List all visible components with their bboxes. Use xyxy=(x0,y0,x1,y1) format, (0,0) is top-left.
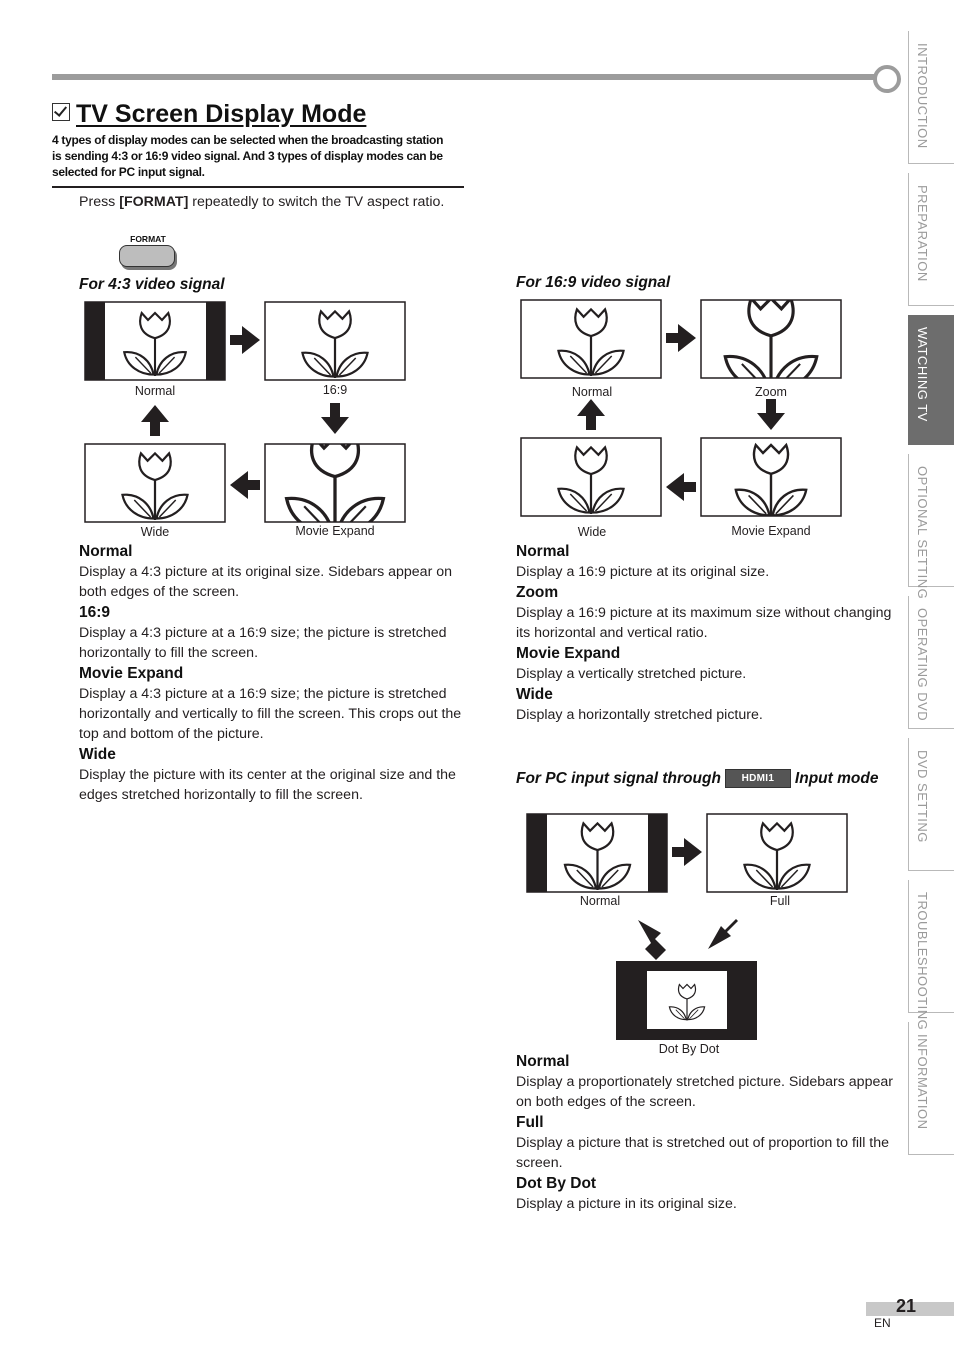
screen-16-9-normal xyxy=(521,300,661,378)
page-language: EN xyxy=(874,1316,891,1330)
screen-4-3-normal xyxy=(85,302,225,380)
hdmi1-badge: HDMI1 xyxy=(725,769,791,788)
arrow-up-left-icon xyxy=(638,920,666,960)
arrow-right-icon xyxy=(672,838,702,866)
section-pc-descriptions xyxy=(516,1052,900,1215)
tab-watching-tv[interactable]: WATCHING TV xyxy=(908,315,954,445)
arrow-left-icon xyxy=(230,471,260,499)
desc-full: Display a picture that is stretched out of proportion to fill the screen. xyxy=(516,1135,890,1171)
term-normal: Normal xyxy=(516,1053,570,1070)
tab-information[interactable]: INFORMATION xyxy=(908,1022,954,1155)
label-pc-dot-by-dot: Dot By Dot xyxy=(658,1042,720,1056)
term-16-9: 16:9 xyxy=(79,604,111,621)
diagram-16-9 xyxy=(516,296,850,540)
label-4-3-16-9: 16:9 xyxy=(322,383,348,397)
term-dot-by-dot: Dot By Dot xyxy=(516,1175,597,1192)
section-16-9-descriptions xyxy=(516,542,900,726)
label-16-9-zoom: Zoom xyxy=(755,385,787,399)
tab-optional-setting[interactable]: OPTIONAL SETTING xyxy=(908,454,954,587)
tab-introduction[interactable]: INTRODUCTION xyxy=(908,31,954,164)
arrow-down-left-icon xyxy=(708,919,738,949)
arrow-up-icon xyxy=(577,399,605,430)
screen-16-9-zoom xyxy=(701,298,841,392)
section-16-9-heading: For 16:9 video signal xyxy=(516,274,671,291)
tab-preparation[interactable]: PREPARATION xyxy=(908,173,954,306)
arrow-up-icon xyxy=(141,405,169,436)
term-movie-expand: Movie Expand xyxy=(79,665,184,682)
arrow-down-icon xyxy=(321,403,349,434)
screen-pc-full xyxy=(707,814,847,892)
desc-normal: Display a proportionately stretched picture. Sidebars appear on both edges of the screen. xyxy=(516,1074,893,1110)
desc-normal: Display a 16:9 picture at its original size. xyxy=(516,564,770,580)
desc-movie-expand: Display a vertically stretched picture. xyxy=(516,666,747,682)
desc-zoom: Display a 16:9 picture at its maximum size without changing its horizontal and vertical ratio. xyxy=(516,605,892,641)
page-title: TV Screen Display Mode xyxy=(52,100,366,129)
diagram-pc xyxy=(520,810,860,1058)
header-rule xyxy=(52,74,878,80)
tab-dvd-setting[interactable]: DVD SETTING xyxy=(908,738,954,871)
desc-movie-expand: Display a 4:3 picture at a 16:9 size; the picture is stretched horizontally and vertically to fill the screen. This crops out the top and bottom of the picture. xyxy=(79,686,462,742)
desc-normal: Display a 4:3 picture at its original size. Sidebars appear on both edges of the screen. xyxy=(79,564,453,600)
checkbox-icon xyxy=(52,103,70,121)
desc-dot-by-dot: Display a picture in its original size. xyxy=(516,1196,737,1212)
diagram-4-3 xyxy=(80,298,414,542)
press-instruction: Press [FORMAT] repeatedly to switch the TV aspect ratio. xyxy=(79,194,445,210)
section-pc-heading: For PC input signal through HDMI1 Input mode xyxy=(516,770,879,787)
term-zoom: Zoom xyxy=(516,584,559,601)
term-full: Full xyxy=(516,1114,544,1131)
desc-16-9: Display a 4:3 picture at a 16:9 size; the picture is stretched horizontally to fill the screen. xyxy=(79,625,447,661)
section-4-3-heading: For 4:3 video signal xyxy=(79,276,225,293)
header-rule-end-circle xyxy=(873,65,901,93)
label-16-9-normal: Normal xyxy=(571,385,613,399)
intro-text: 4 types of display modes can be selected when the broadcasting station is sending 4:3 or 16:9 video signal. And 3 types of display modes can be selected for PC input signal. xyxy=(52,133,444,179)
label-pc-normal: Normal xyxy=(579,894,621,908)
label-16-9-wide: Wide xyxy=(577,525,607,539)
tab-troubleshooting[interactable]: TROUBLESHOOTING xyxy=(908,880,954,1013)
desc-wide: Display a horizontally stretched picture. xyxy=(516,707,763,723)
screen-pc-normal xyxy=(527,814,667,892)
page-number: 21 xyxy=(895,1296,916,1316)
term-wide: Wide xyxy=(79,746,116,763)
arrow-down-icon xyxy=(757,399,785,430)
desc-wide: Display the picture with its center at the original size and the edges stretched horizontally to fill the screen. xyxy=(79,767,456,803)
term-movie-expand: Movie Expand xyxy=(516,645,621,662)
screen-16-9-wide xyxy=(521,438,661,516)
screen-pc-dot-by-dot xyxy=(616,961,757,1040)
intro-divider xyxy=(52,186,464,188)
screen-16-9-movie-expand xyxy=(701,438,841,517)
label-4-3-wide: Wide xyxy=(140,525,170,539)
term-wide: Wide xyxy=(516,686,553,703)
arrow-right-icon xyxy=(230,326,260,354)
tab-operating-dvd[interactable]: OPERATING DVD xyxy=(908,596,954,729)
term-normal: Normal xyxy=(79,543,133,560)
screen-4-3-16-9 xyxy=(265,302,405,380)
arrow-left-icon xyxy=(666,473,696,501)
label-pc-full: Full xyxy=(769,894,791,908)
label-16-9-movie-expand: Movie Expand xyxy=(731,524,811,538)
screen-4-3-wide xyxy=(85,444,225,522)
term-normal: Normal xyxy=(516,543,570,560)
screen-4-3-movie-expand xyxy=(265,437,405,536)
label-4-3-normal: Normal xyxy=(134,384,176,398)
section-4-3-descriptions xyxy=(79,542,463,806)
format-button-icon xyxy=(119,245,175,267)
format-button-label: FORMAT xyxy=(130,234,166,244)
arrow-right-icon xyxy=(666,324,696,352)
label-4-3-movie-expand: Movie Expand xyxy=(295,524,375,538)
